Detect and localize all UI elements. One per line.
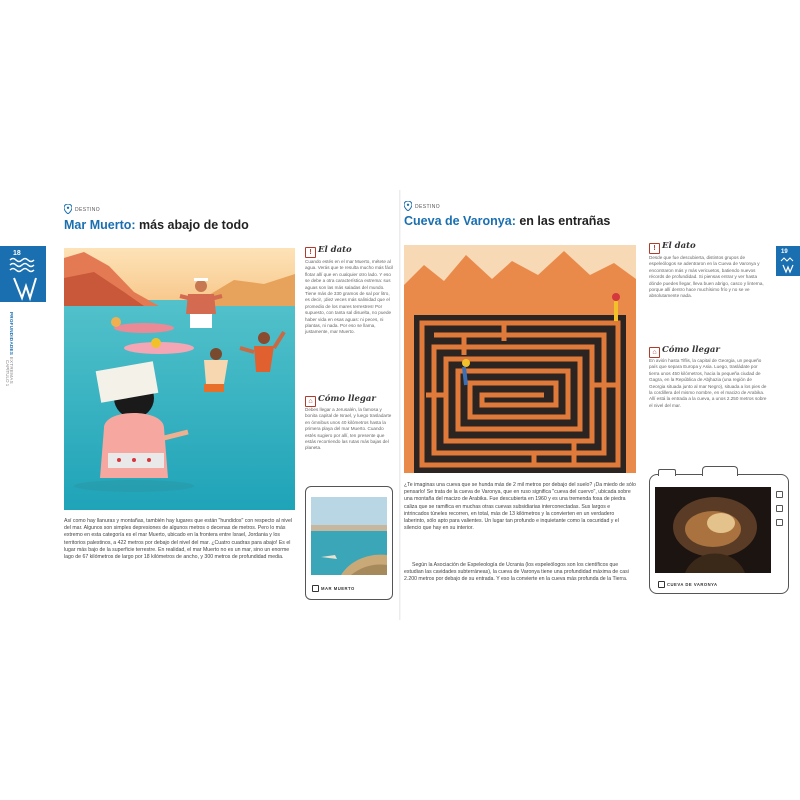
illustration-canvas bbox=[404, 245, 636, 473]
dato-text-left: Cuando estés en el mar Muerto, métete al agua. Verás que te resulta mucho más fácil flotar allí que en cualquier otro lado. Y eso se debe a otra característica extrema: sus aguas son las más saladas del mundo. Tiene más de 330 gramos de sal por litro, es decir, ¡diez veces más salinidad que el promedio de los mares terrestres! Por supuesto, con tanta sal disuelta, no puede haber vida en esas aguas: ni peces, ni plantas, ni nada. Por eso se llama, justamente, mar Muerto. bbox=[305, 259, 394, 335]
exclamation-icon: ! bbox=[649, 243, 660, 254]
dato-text-right: Desde que fue descubierta, distintos grupos de espeleólogos se adentraron en la Cueva de Varonya y encontraron más y más vericuetos, batiendo nuevos récords de profundidad. Si piensas entrar y ver hasta dónde puedes llegar, lleva buen abrigo, casco y linterna, porque allí dentro hace muchísimo frío y no se ve absolutamente nada. bbox=[649, 255, 764, 299]
body-text-right-p1: ¿Te imaginas una cueva que se hunda más de 2 mil metros por debajo del suelo? ¡Da miedo de sólo pensarlo! Se trata de la cueva de Varonya, que en ruso significa "cueva del cuervo", ubicada sobre una montaña del macizo de Arabika. Fue descubierta en 1960 y es una tremenda fosa de piedra caliza que se ramifica en muchas otras cuevas subsidiarias interconectadas. Sus largos e intrincados túneles recorren, en total, más de 13 kilómetros y la convierten en un verdadero laberinto, sólo apto para valientes. Un lugar tan profundo e inquietante como la oscuridad y el silencio que hay en su interior. bbox=[404, 482, 636, 532]
location-pin-icon bbox=[64, 204, 72, 214]
right-page-tab bbox=[776, 246, 800, 276]
section-label-left: DESTINO bbox=[75, 207, 101, 213]
camera-icon bbox=[658, 581, 665, 588]
page-gutter bbox=[399, 190, 401, 620]
dead-sea-photo bbox=[311, 497, 387, 575]
dead-sea-illustration bbox=[64, 248, 295, 510]
camera-photo-frame bbox=[649, 474, 789, 594]
title-highlight-right: Cueva de Varonya: bbox=[404, 214, 516, 228]
photo-caption-right: CUEVA DE VARONYA bbox=[667, 582, 718, 587]
llegar-heading-right: Cómo llegar bbox=[662, 345, 720, 355]
llegar-text-right: En avión hasta Tiflis, la capital de Georgia, un pequeño país que separa Europa y Asia. Luego, trasládate por tierra unos 450 kilómetros, hacia la pequeña ciudad de Gagra, en la República de Abjhazia (una región de Georgia situada junto al mar Negro), situada a los pies de la cordillera del mismo nombre, en el macizo de Arabika. Allí está la entrada a la cueva, a unos 2.250 metros sobre el nivel del mar. bbox=[649, 358, 767, 408]
exclamation-icon: ! bbox=[305, 247, 316, 258]
chapter-number-label: CAPÍTULO 1 bbox=[5, 360, 10, 387]
waves-icon bbox=[776, 246, 800, 276]
dato-heading-left: El dato bbox=[318, 245, 352, 255]
page-number-left: 18 bbox=[13, 250, 21, 257]
cave-photo bbox=[655, 487, 771, 573]
photo-caption-left: MAR MUERTO bbox=[321, 586, 355, 591]
camera-top bbox=[702, 466, 738, 476]
camera-shutter bbox=[658, 469, 676, 476]
body-text-right-p2: Según la Asociación de Espeleología de Ucrania (los espeleólogos son los científicos que estudian las cavidades subterráneas), la cueva de Varonya tiene una profundidad máxima de casi 2.200 metros por debajo de su entrada. Y eso la convierte en la cueva más profunda de la Tierra. bbox=[404, 562, 629, 583]
left-page-tab bbox=[0, 246, 46, 302]
phone-photo-frame bbox=[305, 486, 393, 600]
map-icon: ⌂ bbox=[305, 396, 316, 407]
location-pin-icon bbox=[404, 201, 412, 211]
body-text-left: Así como hay llanuras y montañas, también hay lugares que están "hundidos" con respecto al nivel del mar. Algunos son simples depresiones de algunos metros o decenas de metros. Pero lo más extremo en esta categoría es el mar Muerto, ubicado en la frontera entre Israel, Jordania y los territorios palestinos, a 422 metros por debajo del nivel del mar. ¿Cuatro cuadras para abajo! Es el lugar más bajo de la superficie terrestre. En realidad, el mar Muerto no es un mar, sino un enorme lago de 67 kilómetros de largo por 18 kilómetros de ancho, y 300 metros de profundidad media. bbox=[64, 518, 293, 561]
page-number-right: 19 bbox=[781, 249, 788, 255]
photo-image bbox=[311, 497, 387, 575]
map-icon: ⌂ bbox=[649, 347, 660, 358]
title-rest-left: más abajo de todo bbox=[135, 218, 249, 232]
dato-heading-right: El dato bbox=[662, 241, 696, 251]
page-title-right bbox=[404, 214, 610, 228]
page-title-left bbox=[64, 218, 249, 232]
photo-image bbox=[655, 487, 771, 573]
cave-maze-illustration bbox=[404, 245, 636, 473]
illustration-canvas bbox=[64, 248, 295, 510]
camera-icon bbox=[312, 585, 319, 592]
chapter-title: PROFUNDIDADES bbox=[9, 312, 14, 356]
title-rest-right: en las entrañas bbox=[515, 214, 611, 228]
title-highlight-left: Mar Muerto: bbox=[64, 218, 136, 232]
chapter-subtitle: EXTREMAS bbox=[9, 356, 14, 384]
llegar-heading-left: Cómo llegar bbox=[318, 394, 376, 404]
waves-icon bbox=[0, 256, 46, 302]
llegar-text-left: Debes llegar a Jerusalén, la famosa y bonita capital de Israel, y luego trasladarte en ómnibus unos 40 kilómetros hasta la primera playa del mar Muerto. Cuando estés sugiero por allí, ten presente que estás recorriendo las rutas más bajas del planeta. bbox=[305, 407, 392, 451]
section-label-right: DESTINO bbox=[415, 204, 441, 210]
